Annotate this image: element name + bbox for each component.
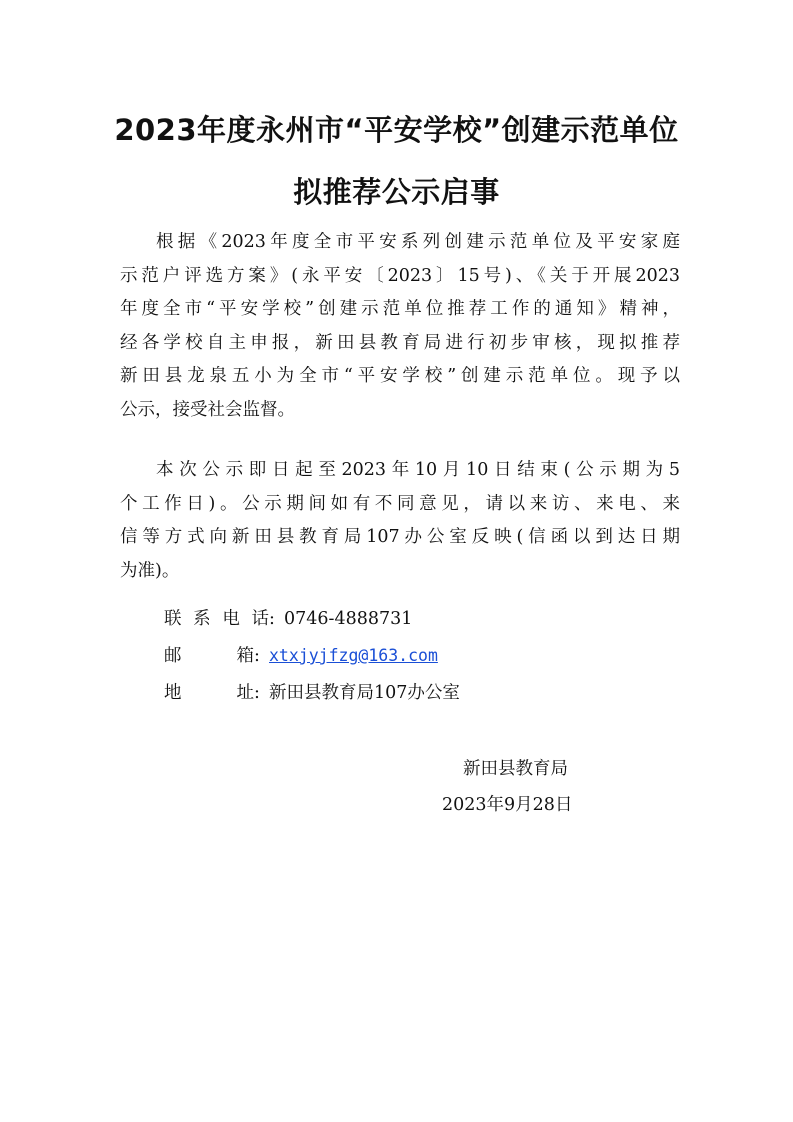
title-line-2: 拟推荐公示启事 bbox=[293, 175, 500, 209]
signature-date: 2023年9月28日 bbox=[442, 795, 573, 815]
address-label bbox=[164, 679, 254, 704]
phone-value: 0746-4888731 bbox=[284, 609, 413, 629]
address-label-char: 址 bbox=[232, 683, 254, 703]
contact-phone bbox=[164, 605, 412, 630]
paragraph-1-line: 根据《2023年度全市平安系列创建示范单位及平安家庭 bbox=[156, 232, 680, 252]
address-label-char: 地 bbox=[164, 683, 186, 703]
paragraph-2-line: 信等方式向新田县教育局107办公室反映(信函以到达日期 bbox=[120, 527, 680, 547]
email-link[interactable]: xtxjyjfzg@163.com bbox=[269, 646, 438, 665]
paragraph-1 bbox=[120, 226, 680, 427]
paragraph-2-line: 本次公示即日起至2023年10月10日结束(公示期为5 bbox=[156, 460, 680, 480]
paragraph-1-line: 公示，接受社会监督。 bbox=[120, 399, 295, 420]
paragraph-1-line: 年度全市“平安学校”创建示范单位推荐工作的通知》精神， bbox=[120, 299, 680, 319]
paragraph-2 bbox=[120, 454, 680, 588]
paragraph-2-line: 为准)。 bbox=[120, 560, 180, 581]
address-value: 新田县教育局107办公室 bbox=[269, 683, 460, 703]
email-label bbox=[164, 642, 254, 667]
signature-organization: 新田县教育局 bbox=[463, 759, 568, 779]
paragraph-1-line: 示范户评选方案》(永平安〔2023〕15号)、《关于开展2023 bbox=[120, 265, 680, 286]
email-colon: : bbox=[254, 646, 260, 666]
email-label-char: 箱 bbox=[232, 646, 254, 666]
contact-email bbox=[164, 642, 438, 667]
address-colon: : bbox=[254, 683, 260, 703]
title-line-1: 2023年度永州市“平安学校”创建示范单位 bbox=[114, 113, 679, 147]
paragraph-2-line: 个工作日)。公示期间如有不同意见，请以来访、来电、来 bbox=[120, 493, 680, 514]
paragraph-1-line: 新田县龙泉五小为全市“平安学校”创建示范单位。现予以 bbox=[120, 366, 680, 386]
email-label-char: 邮 bbox=[164, 646, 186, 666]
paragraph-1-line: 经各学校自主申报，新田县教育局进行初步审核，现拟推荐 bbox=[120, 332, 680, 353]
contact-address bbox=[164, 679, 460, 704]
phone-colon: : bbox=[269, 609, 275, 629]
phone-label: 联系电话 bbox=[164, 609, 269, 629]
